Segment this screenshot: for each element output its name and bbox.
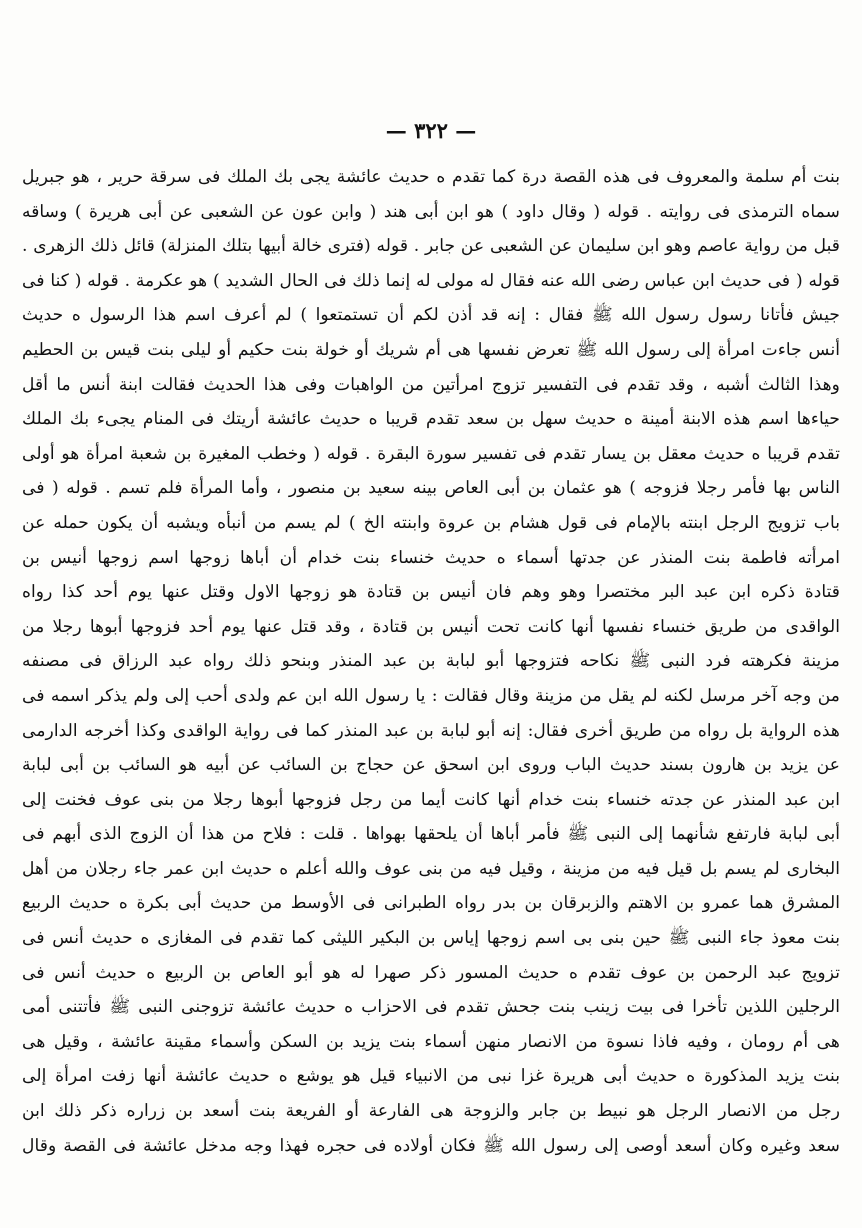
text-line: بنت معوذ جاء النبى ﷺ حين بنى بى اسم زوجها إياس بن البكير الليثى كما تقدم فى المغازى ه حديث أنس فى	[22, 928, 840, 949]
text-line: من وجه آخر مرسل لكنه لم يقل من مزينة وقال فقالت : يا رسول الله ابن عم ولدى أحب إلى ولم يذكر اسمه فى	[22, 685, 840, 706]
text-line: أنس جاءت امرأة إلى رسول الله ﷺ تعرض نفسها هى أم شريك أو خولة بنت حكيم أو ليلى بنت قيس بن الحطيم	[22, 339, 840, 360]
text-line: امرأته فاطمة بنت المنذر عن جدتها أسماء ه حديث خنساء بنت خدام أن أباها زوجها اسم زوجها أنيس بن	[22, 547, 840, 568]
text-line: حياءها اسم هذه الابنة أمينة ه حديث سهل بن سعد تقدم قريبا ه حديث عائشة أريتك فى المنام يجىء بك الملك	[22, 409, 840, 430]
text-line: أبى لبابة فارتفع شأنهما إلى النبى ﷺ فأمر أباها أن يلحقها بهواها . قلت : فلاح من هذا أن الزوج الذى أبهم فى	[22, 824, 840, 845]
text-line: قبل من رواية عاصم وهو ابن سليمان عن الشعبى عن جابر . قوله (فترى خالة أبيها بتلك المنزلة) قائل ذلك الزهرى .	[22, 236, 840, 257]
text-line: ابن عبد المنذر عن جدته خنساء بنت خدام أنها كانت أيما من رجل فزوجها أبوها رجلا من بنى عوف فخنت إلى	[22, 789, 840, 810]
page-number: — ٣٢٢ —	[385, 118, 477, 143]
text-line: قوله ( فى حديث ابن عباس رضى الله عنه فقال له مولى له إنما ذلك فى الحال الشديد ) هو عكرمة . قوله ( كنا فى	[22, 270, 840, 291]
text-line: عن يزيد بن هارون بسند حديث الباب وروى ابن اسحق عن حجاج بن السائب عن أبيه هو السائب بن أبى لبابة	[22, 755, 840, 776]
text-line: المشرق هما عمرو بن الاهتم والزبرقان بن بدر رواه الطبرانى فى الأوسط من حديث أبى بكرة ه حديث الربيع	[22, 893, 840, 914]
text-line: باب تزويج الرجل ابنته بالإمام فى قول هشام بن عروة وابنته الخ ) لم يسم من أنبأه ويشبه أن يكون حمله عن	[22, 512, 840, 533]
text-line: الواقدى من طريق خنساء نفسها أنها كانت تحت أنيس بن قتادة ، وقد قتل عنها يوم أحد فزوجها أبوها رجلا من	[22, 616, 840, 637]
text-line: الناس بها فأمر رجلا فزوجه ) هو عثمان بن أبى العاص بينه سعيد بن منصور ، وأما المرأة فلم تسم . قوله ( فى	[22, 478, 840, 499]
text-line: تزويج عبد الرحمن بن عوف تقدم ه حديث المسور ذكر صهرا له هو أبو العاص بن الربيع ه حديث أنس فى	[22, 962, 840, 983]
text-line: وهذا الثالث أشبه ، وقد تقدم فى التفسير تزوج امرأتين من الواهبات وفى هذا الحديث فقالت ابنة أنس ما أقل	[22, 374, 840, 395]
body-text	[22, 160, 840, 1163]
text-line: تقدم قريبا ه حديث معقل بن يسار تقدم فى تفسير سورة البقرة . قوله ( وخطب المغيرة بن شعبة امرأة هو أولى	[22, 443, 840, 464]
text-line: قتادة ذكره ابن عبد البر مختصرا وهو وهم فان أنيس بن قتادة هو زوجها الاول وقتل عنها يوم أحد كذا رواه	[22, 582, 840, 603]
text-line: البخارى لم يسم بل قيل فيه من مزينة ، وقيل فيه من بنى عوف والله أعلم ه حديث ابن عمر جاء رجلان من أهل	[22, 858, 840, 879]
text-line: بنت يزيد المذكورة ه حديث أبى هريرة غزا نبى من الانبياء قيل هو يوشع ه حديث عائشة أنها زفت امرأة إلى	[22, 1066, 840, 1087]
text-line: مزينة فكرهته فرد النبى ﷺ نكاحه فتزوجها أبو لبابة بن عبد المنذر وبنحو ذلك رواه عبد الرزاق فى مصنفه	[22, 651, 840, 672]
text-line: سماه الترمذى فى روايته . قوله ( وقال داود ) هو ابن أبى هند ( وابن عون عن الشعبى عن أبى هريرة ) وساقه	[22, 201, 840, 222]
text-line: بنت أم سلمة والمعروف فى هذه القصة درة كما تقدم ه حديث عائشة يجى بك الملك فى سرقة حرير ، هو جبريل	[22, 167, 840, 187]
text-line: رجل من الانصار الرجل هو نبيط بن جابر والزوجة هى الفارعة أو الفريعة بنت أسعد بن زراره ذكر ذلك ابن	[22, 1101, 840, 1122]
text-line: الرجلين اللذين تأخرا فى بيت زينب بنت جحش تقدم فى الاحزاب ه حديث عائشة تزوجنى النبى ﷺ فأتتنى أمى	[22, 997, 840, 1018]
text-line: سعد وغيره وكان أسعد أوصى إلى رسول الله ﷺ فكان أولاده فى حجره فهذا وجه مدخل عائشة فى القصة وقال	[22, 1135, 840, 1156]
text-line: هذه الرواية بل رواه من طريق أخرى فقال: إنه أبو لبابة بن عبد المنذر كما فى رواية الواقدى وكذا أخرجه الدارمى	[22, 720, 840, 741]
text-line: هى أم رومان ، وفيه فاذا نسوة من الانصار منهن أسماء بنت يزيد بن السكن وأسماء مقينة عائشة ، وقيل هى	[22, 1031, 840, 1052]
text-line: جيش فأتانا رسول رسول الله ﷺ فقال : إنه قد أذن لكم أن تستمتعوا ) لم أعرف اسم هذا الرسول ه حديث	[22, 305, 840, 326]
